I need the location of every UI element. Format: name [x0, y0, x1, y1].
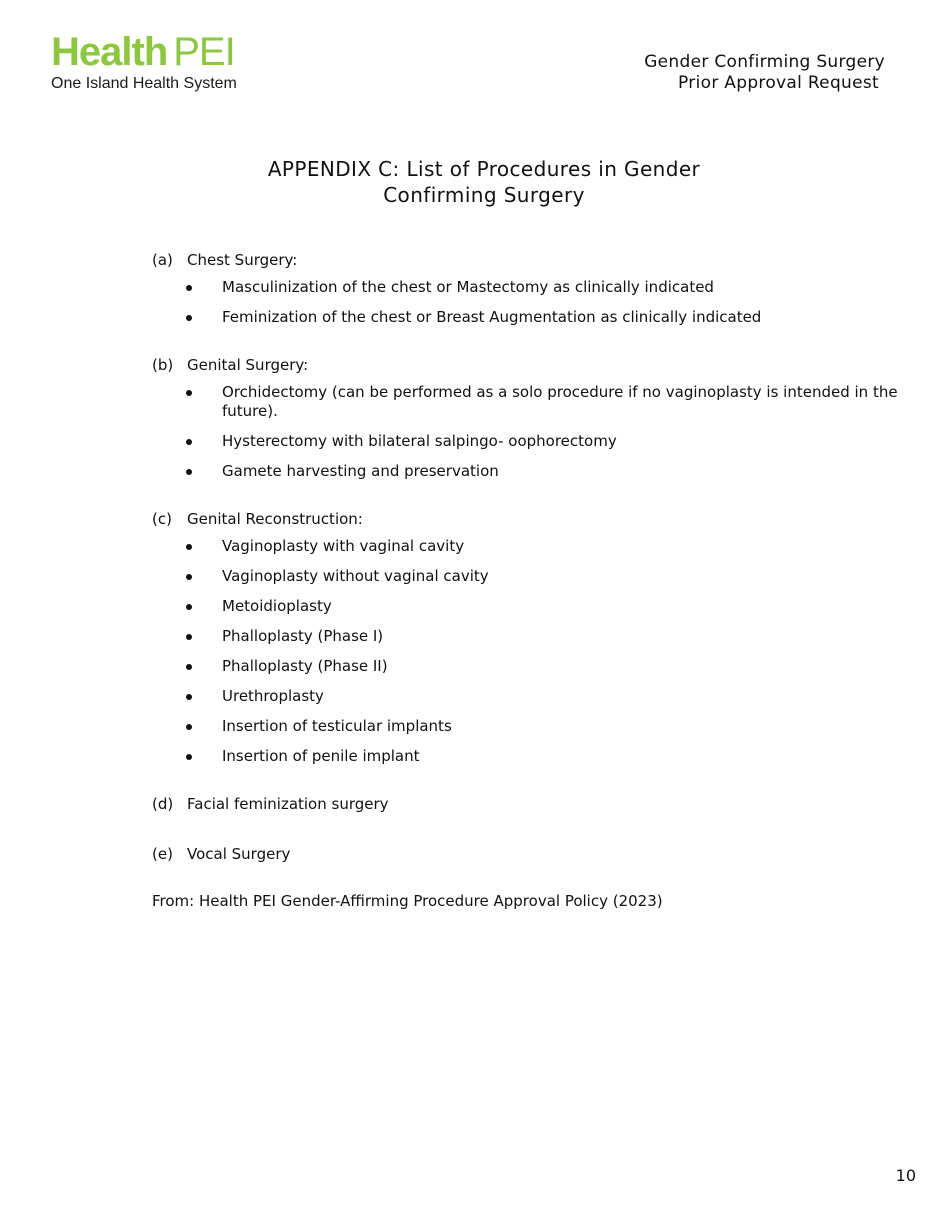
logo-brand-health: Health	[51, 30, 168, 74]
list-item: Gamete harvesting and preservation	[152, 462, 902, 481]
list-item: Urethroplasty	[152, 687, 902, 706]
bullet-icon	[186, 544, 192, 550]
section-heading	[152, 248, 902, 272]
section-heading	[152, 792, 902, 816]
section-heading	[152, 842, 902, 866]
bullet-icon	[186, 754, 192, 760]
section-heading	[152, 353, 902, 377]
procedure-list	[152, 248, 902, 911]
section-genital-reconstruction	[152, 507, 902, 766]
section-chest-surgery	[152, 248, 902, 327]
section-title: Genital Surgery:	[187, 355, 309, 374]
section-title: Facial feminization surgery	[187, 794, 389, 813]
bullet-list	[152, 537, 902, 766]
list-item: Phalloplasty (Phase I)	[152, 627, 902, 646]
bullet-icon	[186, 604, 192, 610]
list-item: Metoidioplasty	[152, 597, 902, 616]
bullet-icon	[186, 439, 192, 445]
list-item: Vaginoplasty without vaginal cavity	[152, 567, 902, 586]
section-genital-surgery	[152, 353, 902, 481]
section-letter: (a)	[152, 250, 173, 269]
bullet-icon	[186, 315, 192, 321]
bullet-list	[152, 383, 902, 481]
list-item: Vaginoplasty with vaginal cavity	[152, 537, 902, 556]
list-item: Feminization of the chest or Breast Augmentation as clinically indicated	[152, 308, 902, 327]
header-title-line1: Gender Confirming Surgery	[644, 52, 885, 72]
section-facial-feminization	[152, 792, 902, 816]
appendix-title-line1: APPENDIX C: List of Procedures in Gender	[267, 157, 701, 181]
appendix-title-line2: Confirming Surgery	[383, 183, 585, 207]
section-letter: (c)	[152, 509, 172, 528]
bullet-icon	[186, 469, 192, 475]
document-header-title	[644, 52, 885, 94]
section-title: Chest Surgery:	[187, 250, 298, 269]
header-title-line2: Prior Approval Request	[678, 73, 879, 93]
logo-brand	[51, 30, 237, 74]
section-letter: (b)	[152, 355, 174, 374]
section-vocal-surgery	[152, 842, 902, 866]
logo-tagline: One Island Health System	[51, 75, 237, 92]
bullet-list	[152, 278, 902, 327]
bullet-icon	[186, 634, 192, 640]
bullet-icon	[186, 724, 192, 730]
section-letter: (e)	[152, 844, 173, 863]
list-item: Hysterectomy with bilateral salpingo- oophorectomy	[152, 432, 902, 451]
logo-brand-pei: PEI	[173, 30, 235, 74]
section-letter: (d)	[152, 794, 174, 813]
source-citation: From: Health PEI Gender-Affirming Procedure Approval Policy (2023)	[152, 892, 663, 910]
appendix-title	[0, 156, 950, 208]
list-item: Insertion of testicular implants	[152, 717, 902, 736]
page-number: 10	[895, 1166, 916, 1185]
list-item: Insertion of penile implant	[152, 747, 902, 766]
section-title: Genital Reconstruction:	[187, 509, 363, 528]
list-item: Phalloplasty (Phase II)	[152, 657, 902, 676]
bullet-icon	[186, 390, 192, 396]
section-heading	[152, 507, 902, 531]
bullet-icon	[186, 664, 192, 670]
health-pei-logo	[51, 30, 237, 94]
list-item: Masculinization of the chest or Mastectomy as clinically indicated	[152, 278, 902, 297]
list-item: Orchidectomy (can be performed as a solo procedure if no vaginoplasty is intended in the future).	[152, 383, 902, 421]
bullet-icon	[186, 694, 192, 700]
bullet-icon	[186, 285, 192, 291]
section-title: Vocal Surgery	[187, 844, 291, 863]
bullet-icon	[186, 574, 192, 580]
